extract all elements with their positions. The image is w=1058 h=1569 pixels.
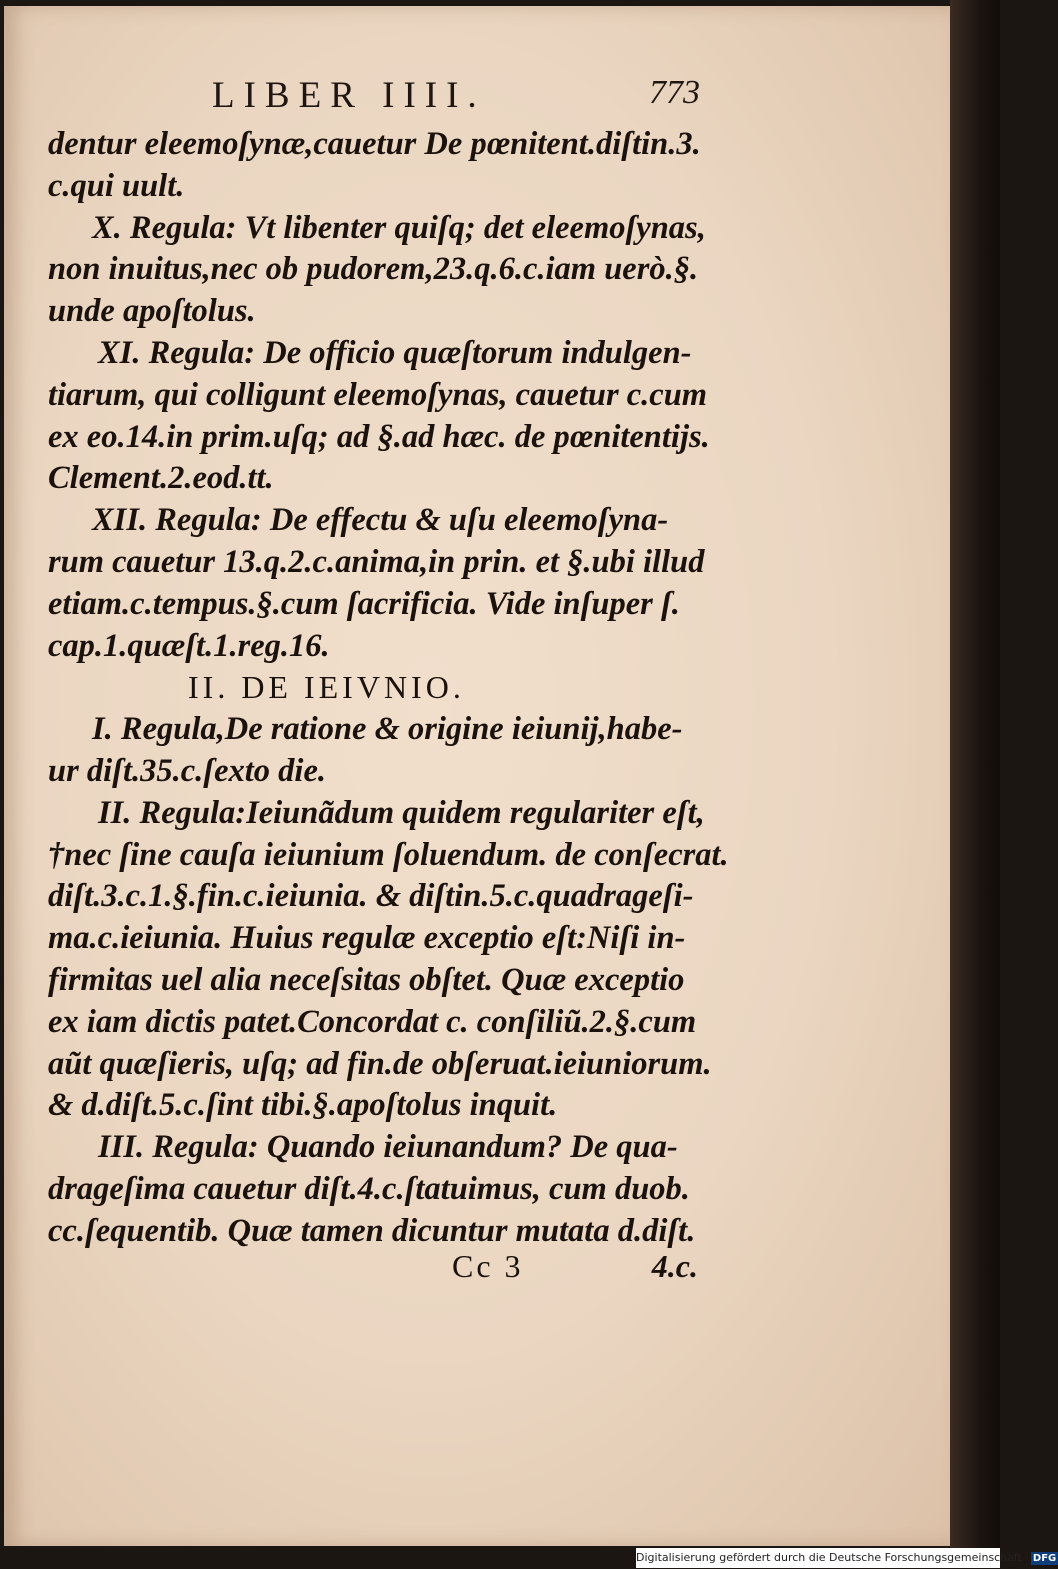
page-footer xyxy=(48,1248,698,1292)
text-line: ex iam dictis patet.Concordat c. conſiliũ.2.§.cum xyxy=(48,1003,697,1040)
text-line: Clement.2.eod.tt. xyxy=(48,460,274,497)
text-line: cap.1.quæſt.1.reg.16. xyxy=(48,627,330,664)
text-line: cc.ſequentib. Quæ tamen dicuntur mutata d.diſt. xyxy=(48,1212,696,1249)
text-line: diſt.3.c.1.§.fin.c.ieiunia. & diſtin.5.c.quadrageſi- xyxy=(48,878,694,915)
text-line: ex eo.14.in prim.uſq; ad §.ad hæc. de pœnitentijs. xyxy=(48,418,710,455)
text-line: c.qui uult. xyxy=(48,167,185,204)
page-edge-shadow xyxy=(950,0,1000,1548)
text-line: rum cauetur 13.q.2.c.anima,in prin. et §.ubi illud xyxy=(48,543,705,580)
text-line: firmitas uel alia neceſsitas obſtet. Quæ exceptio xyxy=(48,961,685,998)
body-text xyxy=(48,124,729,1253)
dfg-logo: DFG xyxy=(1032,1553,1057,1564)
text-line: III. Regula: Quando ieiunandum? De qua- xyxy=(98,1129,678,1166)
digitization-credit xyxy=(636,1548,1057,1568)
text-line: etiam.c.tempus.§.cum ſacrificia. Vide inſuper ſ. xyxy=(48,585,680,622)
text-line: dentur eleemoſynæ,cauetur De pœnitent.diſtin.3. xyxy=(48,126,701,162)
credit-text: Digitalisierung gefördert durch die Deutsche Forschungsgemeinschaft · xyxy=(636,1551,1029,1564)
page-header xyxy=(50,74,700,118)
text-line: †nec ſine cauſa ieiunium ſoluendum. de conſecrat. xyxy=(48,836,729,873)
signature-mark: Cc 3 xyxy=(452,1248,524,1284)
text-line: aũt quæſieris, uſq; ad fin.de obſeruat.ieiuniorum. xyxy=(48,1045,712,1082)
text-line: II. Regula:Ieiunãdum quidem regulariter eſt, xyxy=(98,794,705,831)
text-line: ma.c.ieiunia. Huius regulæ exceptio eſt:Niſi in- xyxy=(48,920,686,957)
running-title: LIBER IIII. xyxy=(212,75,486,116)
text-line: tiarum, qui colligunt eleemoſynas, cauetur c.cum xyxy=(48,376,708,413)
section-heading: II. DE IEIVNIO. xyxy=(188,669,465,706)
catchword: 4.c. xyxy=(651,1248,698,1284)
text-line: XI. Regula: De officio quæſtorum indulgen- xyxy=(98,334,692,371)
text-line: drageſima cauetur diſt.4.c.ſtatuimus, cum duob. xyxy=(48,1170,690,1207)
text-line: unde apoſtolus. xyxy=(48,293,256,330)
text-line: ur diſt.35.c.ſexto die. xyxy=(48,752,327,789)
text-line: & d.diſt.5.c.ſint tibi.§.apoſtolus inquit. xyxy=(48,1087,558,1124)
text-line: XII. Regula: De effectu & uſu eleemoſyna- xyxy=(92,502,669,539)
text-line: I. Regula,De ratione & origine ieiunij,habe- xyxy=(92,711,683,748)
text-line: non inuitus,nec ob pudorem,23.q.6.c.iam uerò.§. xyxy=(48,251,699,288)
text-line: X. Regula: Vt libenter quiſq; det eleemoſynas, xyxy=(92,209,706,246)
page-number: 773 xyxy=(649,74,700,111)
